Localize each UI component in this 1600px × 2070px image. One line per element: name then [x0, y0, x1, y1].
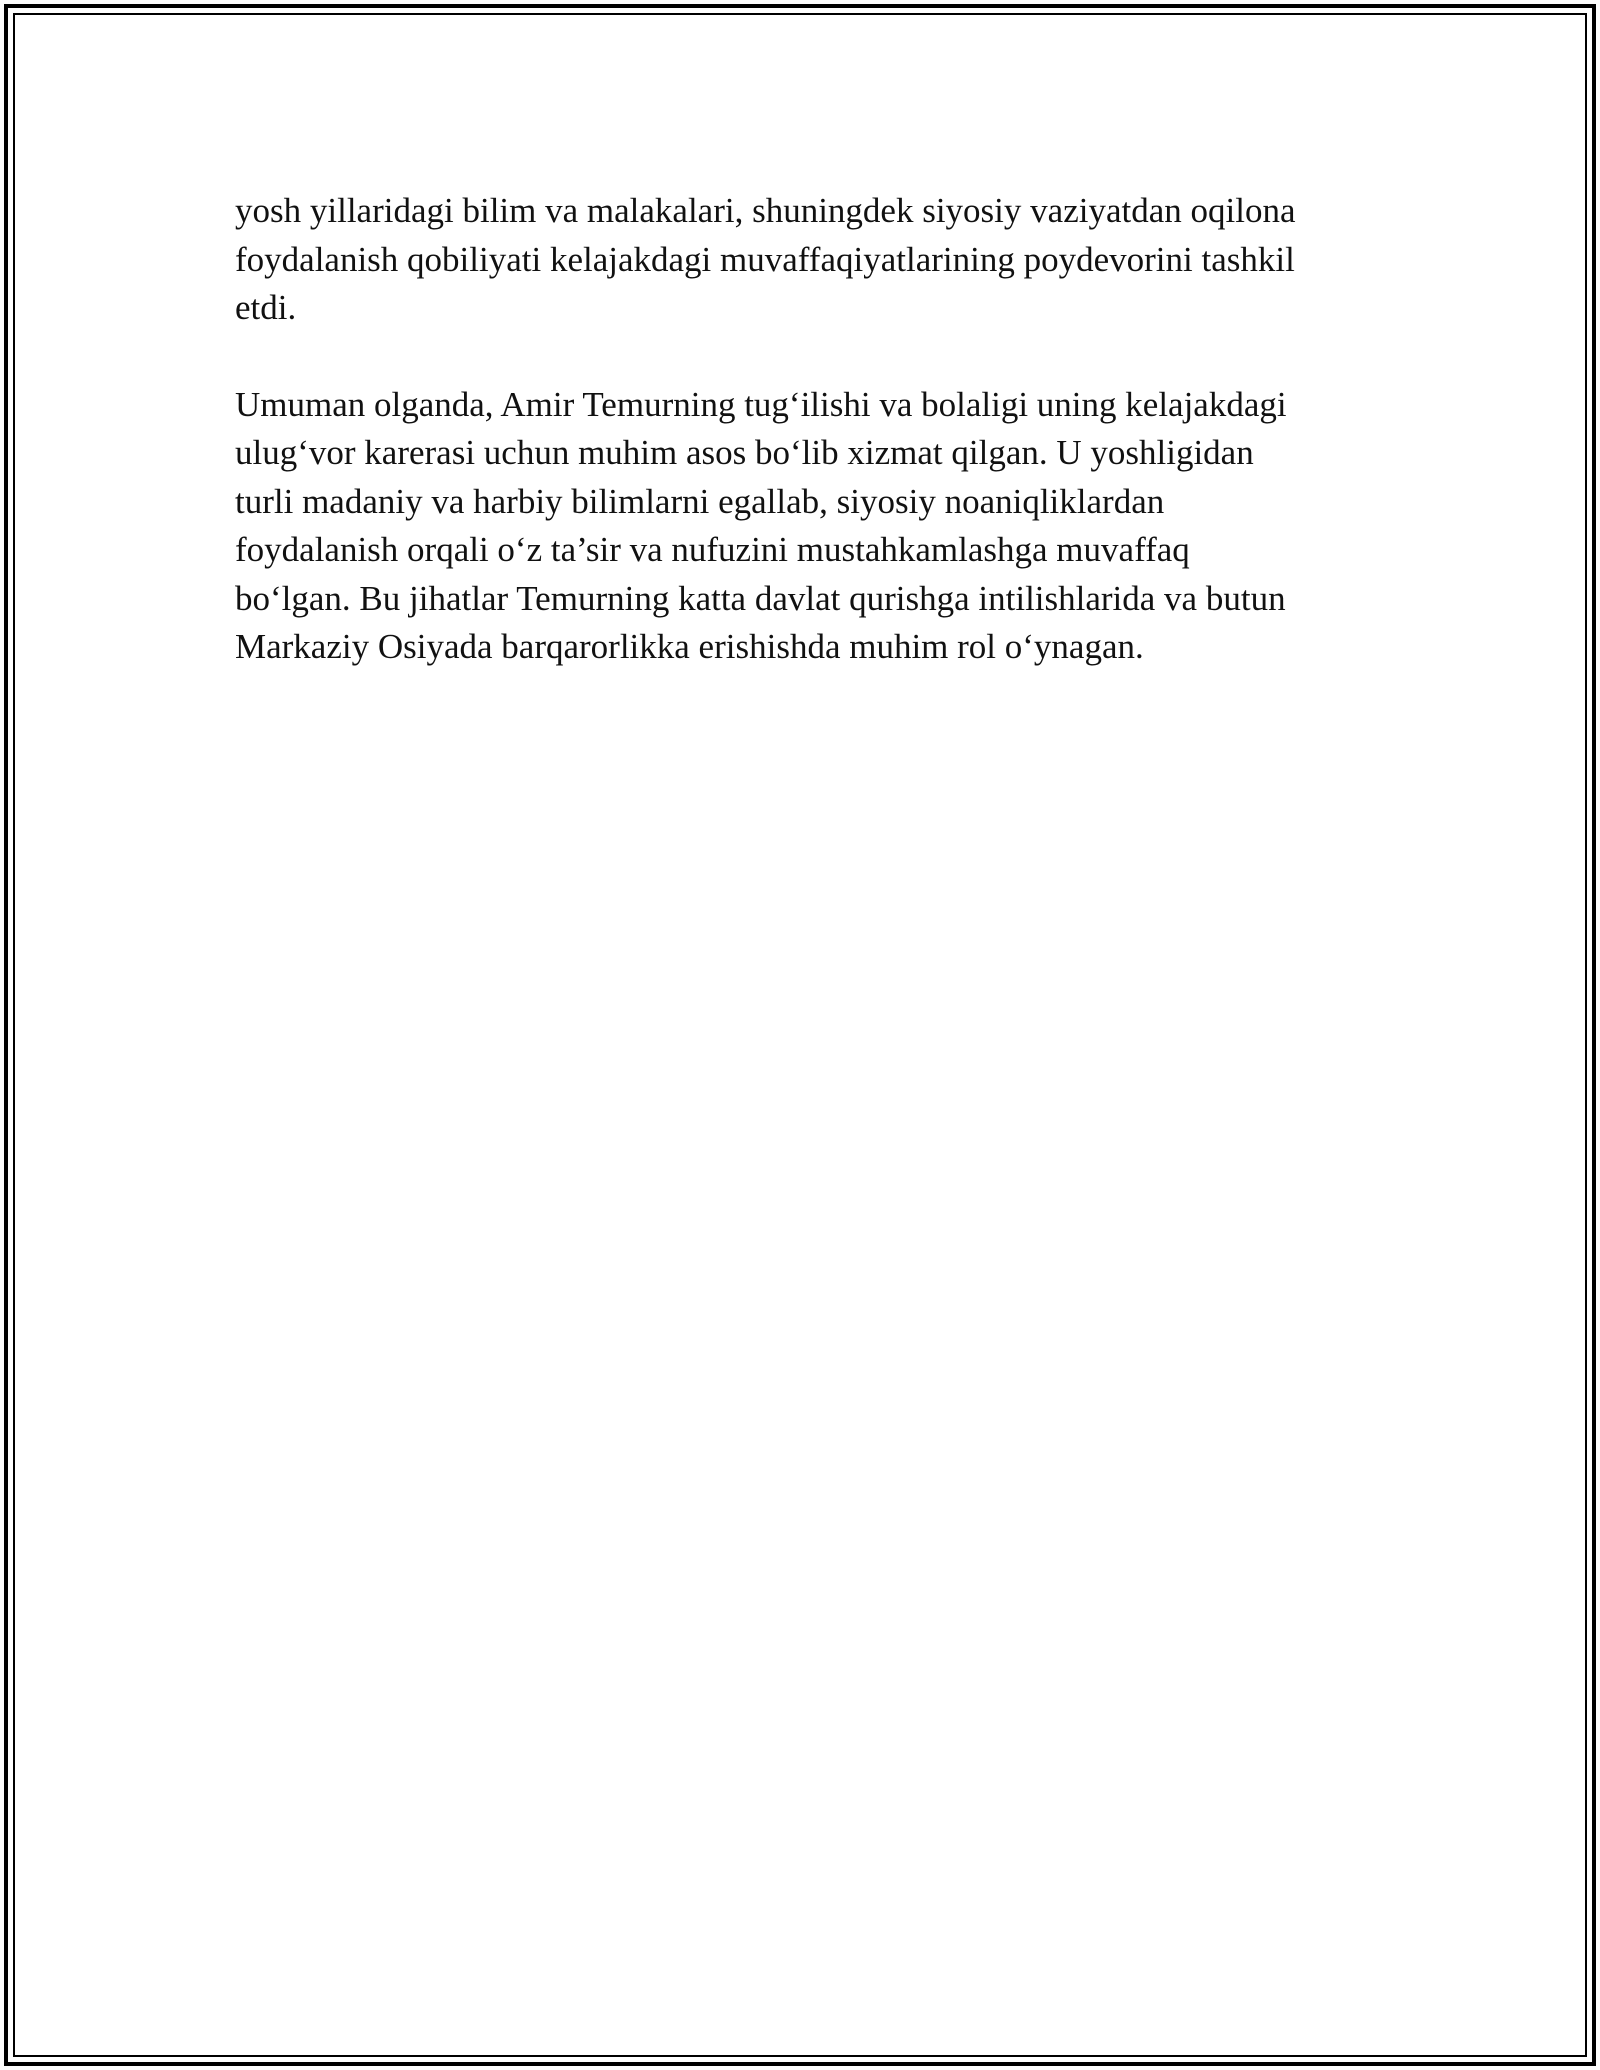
paragraph-2: Umuman olganda, Amir Temurning tug‘ilishi va bolaligi uning kelajakdagi ulug‘vor karerasi uchun muhim asos bo‘lib xizmat qilgan. U yoshligidan turli madaniy va harbiy bilimlarni egallab, siyosiy noaniqliklardan foydalanish orqali o‘z ta’sir va nufuzini mustahkamlashga muvaffaq bo‘lgan. Bu jihatlar Temurning katta davlat qurishga intilishlarida va butun Markaziy Osiyada barqarorlikka erishishda muhim rol o‘ynagan. [235, 384, 1287, 666]
paragraph-1: yosh yillaridagi bilim va malakalari, shuningdek siyosiy vaziyatdan oqilona foydalanish qobiliyati kelajakdagi muvaffaqiyatlarining poydevorini tashkil etdi. [235, 191, 1296, 327]
document-body [235, 187, 1365, 720]
